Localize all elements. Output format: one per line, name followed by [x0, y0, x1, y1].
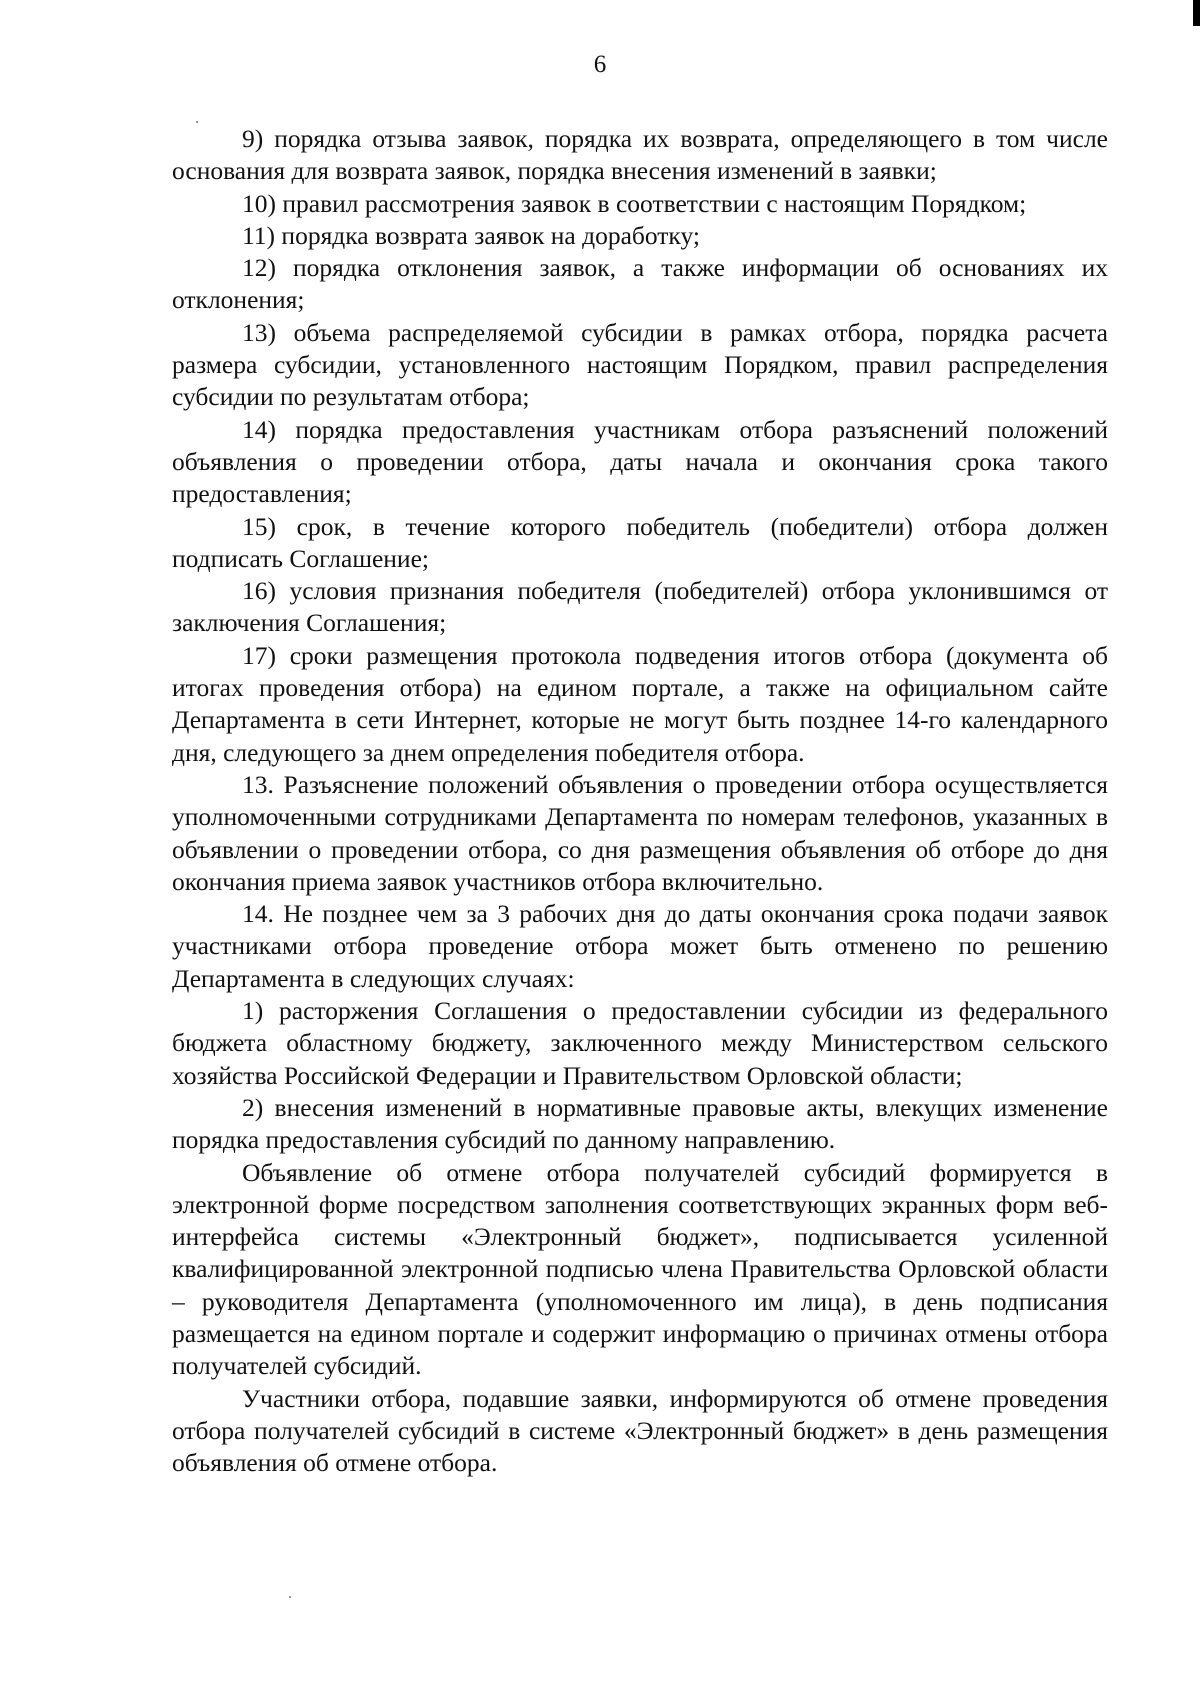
- paragraph-item-17: 17) сроки размещения протокола подведения итогов отбора (документа об итогах проведения отбора) на едином портале, а также на официальном сайте Департамента в сети Интернет, которые не могут быть позднее 14-го календарного дня, следующего за днем определения победителя отбора.: [172, 640, 1108, 767]
- paragraph-item-15: 15) срок, в течение которого победитель (победители) отбора должен подписать Соглашение;: [172, 511, 1108, 573]
- paragraph-case-1: 1) расторжения Соглашения о предоставлении субсидии из федерального бюджета областному бюджету, заключенного между Министерством сельского хозяйства Российской Федерации и Правительством Орловской области;: [172, 996, 1108, 1090]
- document-body: [172, 123, 1108, 1479]
- paragraph-item-16: 16) условия признания победителя (победителей) отбора уклонившимся от заключения Соглашения;: [172, 576, 1108, 638]
- paragraph-section-14: 14. Не позднее чем за 3 рабочих дня до даты окончания срока подачи заявок участниками отбора проведение отбора может быть отменено по решению Департамента в следующих случаях:: [172, 899, 1108, 993]
- paragraph-item-10: 10) правил рассмотрения заявок в соответствии с настоящим Порядком;: [242, 188, 1027, 218]
- scan-speck: [196, 121, 198, 123]
- paragraph-item-12: 12) порядка отклонения заявок, а также информации об основаниях их отклонения;: [172, 253, 1108, 315]
- paragraph-item-14: 14) порядка предоставления участникам отбора разъяснений положений объявления о проведении отбора, даты начала и окончания срока такого предоставления;: [172, 414, 1108, 509]
- paragraph-participants-notified: Участники отбора, подавшие заявки, информируются об отмене проведения отбора получателей субсидий в системе «Электронный бюджет» в день размещения объявления об отмене отбора.: [172, 1383, 1108, 1478]
- paragraph-section-13: 13. Разъяснение положений объявления о проведении отбора осуществляется уполномоченными сотрудниками Департамента по номерам телефонов, указанных в объявлении о проведении отбора, со дня размещения объявления об отборе до дня окончания приема заявок участников отбора включительно.: [172, 769, 1108, 896]
- paragraph-case-2: 2) внесения изменений в нормативные правовые акты, влекущих изменение порядка предоставления субсидий по данному направлению.: [172, 1092, 1108, 1155]
- scan-edge-mark: [1193, 0, 1200, 26]
- scan-speck: [289, 1596, 291, 1598]
- page-number: 6: [593, 51, 607, 78]
- paragraph-item-11: 11) порядка возврата заявок на доработку;: [242, 220, 700, 250]
- paragraph-item-13: 13) объема распределяемой субсидии в рамках отбора, порядка расчета размера субсидии, установленного настоящим Порядком, правил распределения субсидии по результатам отбора;: [172, 317, 1108, 412]
- paragraph-item-9: 9) порядка отзыва заявок, порядка их возврата, определяющего в том числе основания для возврата заявок, порядка внесения изменений в заявки;: [172, 124, 1108, 186]
- paragraph-cancellation-notice: Объявление об отмене отбора получателей субсидий формируется в электронной форме посредством заполнения соответствующих экранных форм веб-интерфейса системы «Электронный бюджет», подписывается усиленной квалифицированной электронной подписью члена Правительства Орловской области – руководителя Департамента (уполномоченного им лица), в день подписания размещается на едином портале и содержит информацию о причинах отмены отбора получателей субсидий.: [172, 1157, 1108, 1381]
